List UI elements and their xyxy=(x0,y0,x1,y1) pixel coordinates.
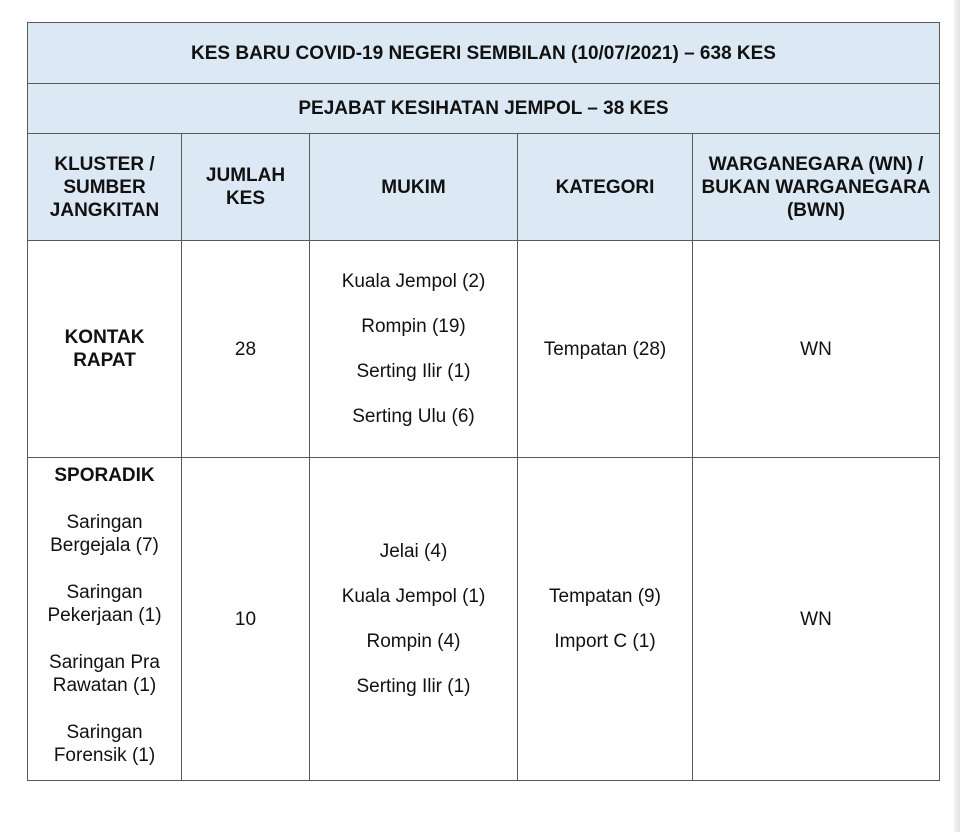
jumlah-cell: 28 xyxy=(182,241,310,458)
header-row xyxy=(28,134,940,241)
warganegara-cell: WN xyxy=(693,458,940,781)
warganegara-cell: WN xyxy=(693,241,940,458)
kluster-cell: KONTAK RAPAT xyxy=(28,241,182,458)
header-jumlah: JUMLAH KES xyxy=(182,134,310,241)
mukim-item: Rompin (19) xyxy=(361,316,466,337)
kluster-item: Saringan Pra Rawatan (1) xyxy=(49,652,160,696)
kluster-item: Saringan Pekerjaan (1) xyxy=(47,582,162,626)
mukim-cell xyxy=(310,458,518,781)
kluster-cell xyxy=(28,458,182,781)
mukim-item: Serting Ilir (1) xyxy=(356,676,471,697)
title-row xyxy=(28,23,940,84)
table-row xyxy=(28,241,940,458)
mukim-item: Kuala Jempol (2) xyxy=(341,271,486,292)
mukim-item: Rompin (4) xyxy=(366,631,461,652)
table-title: KES BARU COVID-19 NEGERI SEMBILAN (10/07/2021) – 638 KES xyxy=(28,23,940,84)
covid-cases-table xyxy=(27,22,940,781)
mukim-item: Serting Ulu (6) xyxy=(352,406,475,427)
mukim-item: Jelai (4) xyxy=(379,541,448,562)
header-kluster: KLUSTER / SUMBER JANGKITAN xyxy=(28,134,182,241)
kluster-item: Saringan Bergejala (7) xyxy=(50,512,159,556)
table-row xyxy=(28,458,940,781)
kategori-cell xyxy=(518,241,693,458)
mukim-cell xyxy=(310,241,518,458)
jumlah-cell: 10 xyxy=(182,458,310,781)
kluster-title: SPORADIK xyxy=(54,465,155,486)
page-edge-shadow xyxy=(954,0,960,832)
header-mukim: MUKIM xyxy=(310,134,518,241)
kategori-item: Tempatan (28) xyxy=(543,338,667,360)
mukim-item: Kuala Jempol (1) xyxy=(341,586,486,607)
header-warganegara: WARGANEGARA (WN) / BUKAN WARGANEGARA (BWN) xyxy=(693,134,940,241)
kategori-item: Import C (1) xyxy=(554,631,656,652)
mukim-item: Serting Ilir (1) xyxy=(356,361,471,382)
kategori-item: Tempatan (9) xyxy=(549,586,661,607)
kluster-item: Saringan Forensik (1) xyxy=(53,722,156,766)
subtitle-row xyxy=(28,84,940,134)
kategori-cell xyxy=(518,458,693,781)
table-subtitle: PEJABAT KESIHATAN JEMPOL – 38 KES xyxy=(28,84,940,134)
header-kategori: KATEGORI xyxy=(518,134,693,241)
